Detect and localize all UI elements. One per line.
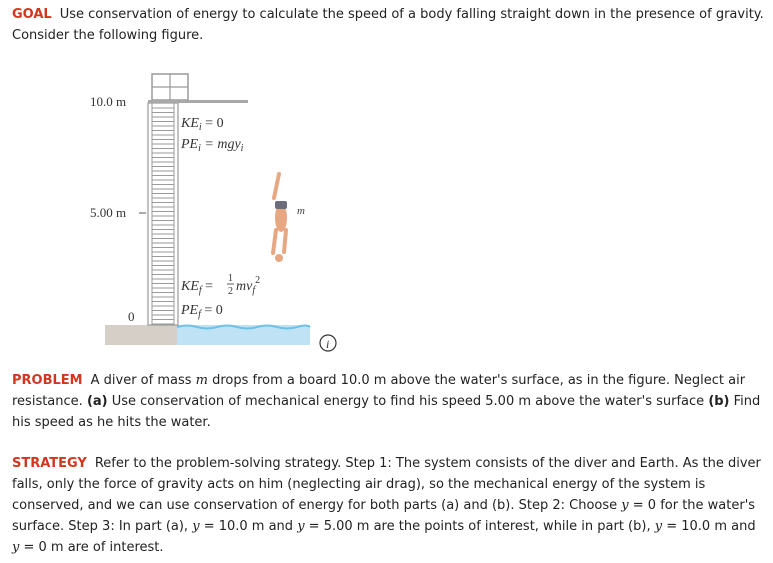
diver [273, 174, 287, 262]
var-y-3: y [297, 519, 305, 534]
mass-label: m [297, 205, 305, 217]
strategy-paragraph [12, 453, 764, 558]
height-label-0: 0 [128, 309, 135, 324]
var-y-4: y [654, 519, 663, 534]
strategy-text-1: Refer to the problem-solving strategy. Step 1: The system consists of the diver and Earth. As the diver falls, only the force of gravity acts on him (neglecting air drag), so the mechanical energy of the system is conserved, and we can use conservation of energy for both parts (a) and (b). Step 2: Choose [12, 456, 761, 513]
problem-label: PROBLEM [12, 373, 83, 388]
strategy-text-6: = 0 m are of interest. [19, 540, 164, 555]
info-icon[interactable] [320, 335, 336, 351]
final-ke-label [180, 273, 260, 297]
strategy-text-3: = 10.0 m and [199, 519, 298, 534]
problem-text-2: drops from a board 10.0 m above the water's surface, as in the figure. Neglect air resistance. [12, 373, 746, 409]
height-label-10: 10.0 m [90, 94, 127, 109]
ground-block [105, 325, 177, 345]
svg-text:2: 2 [228, 286, 233, 297]
problem-text-1: A diver of mass [90, 373, 196, 388]
strategy-text-2: = 0 for the water's surface. Step 3: In part (a), [12, 498, 756, 534]
part-a-label: (a) [86, 394, 108, 409]
strategy-label: STRATEGY [12, 456, 87, 471]
height-label-5: 5.00 m [90, 205, 127, 220]
var-m: m [195, 373, 208, 388]
strategy-text-5: = 10.0 m and [662, 519, 756, 534]
part-b-label: (b) [708, 394, 730, 409]
problem-paragraph [12, 370, 764, 433]
goal-text: Use conservation of energy to calculate the speed of a body falling straight down in the presence of gravity. Consider the following figure. [12, 7, 764, 43]
part-a-text: Use conservation of mechanical energy to find his speed 5.00 m above the water's surface [107, 394, 709, 409]
strategy-text-4: = 5.00 m are the points of interest, while in part (b), [304, 519, 655, 534]
info-icon-glyph: i [326, 337, 330, 351]
initial-pe-label: $PE_i = mgy_i$ [181, 137, 244, 154]
goal-label: GOAL [12, 7, 52, 22]
final-pe-label: $PE_f = 0$ [181, 303, 223, 320]
var-y-1: y [621, 498, 629, 513]
svg-text:mvf2: $mv_f^2$ [236, 275, 261, 296]
svg-text:1: 1 [228, 273, 233, 284]
goal-paragraph [12, 4, 764, 46]
diving-board [148, 100, 248, 103]
svg-text:KEf =: $KE_f$ = [181, 279, 214, 296]
diver-figure [80, 68, 355, 360]
var-y-5: y [12, 540, 20, 555]
initial-ke-label: $KE_i = 0$ [181, 116, 224, 133]
part-b-text: Find his speed as he hits the water. [12, 394, 761, 430]
var-y-2: y [192, 519, 200, 534]
